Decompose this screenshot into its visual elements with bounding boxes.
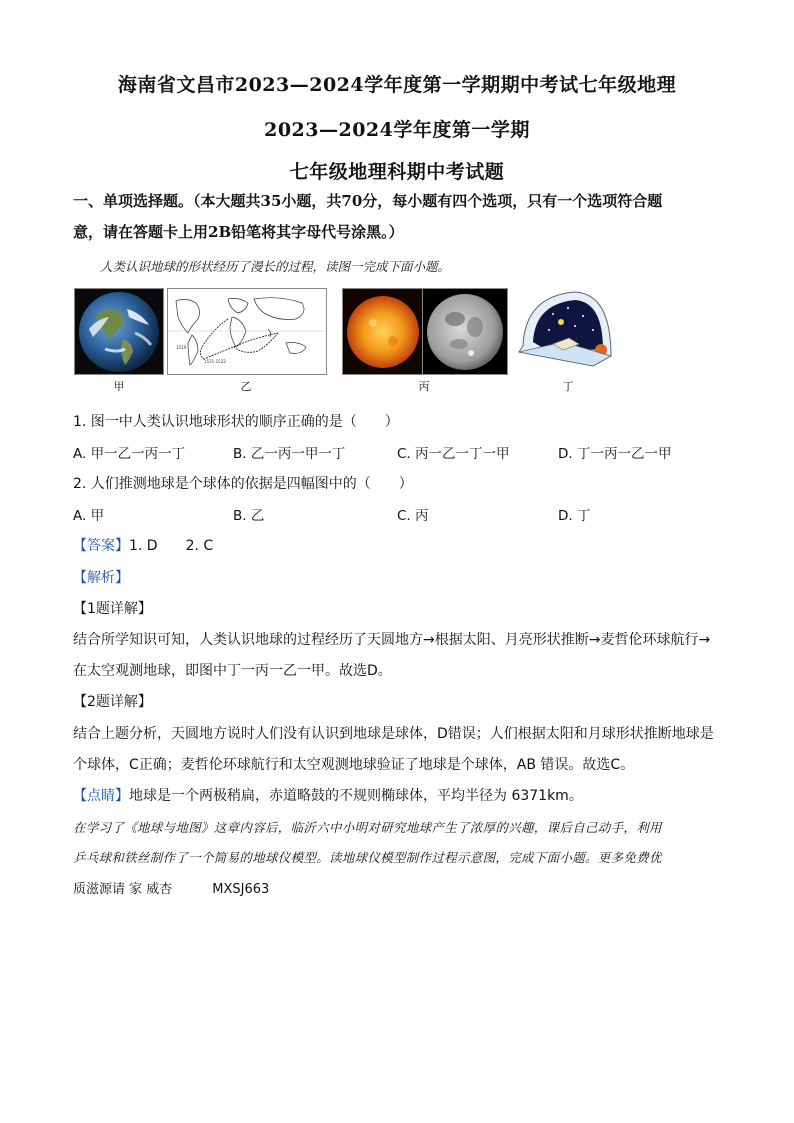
question-2-option-a[interactable]: A. 甲 xyxy=(73,508,105,524)
next-intro-line1: 在学习了《地球与地图》这章内容后，临沂六中小明对研究地球产生了浓厚的兴趣，课后自己动手，利用 xyxy=(73,820,662,835)
detail-1-line1: 结合所学知识可知，人类认识地球的过程经历了天圆地方→根据太阳、月亮形状推断→麦哲伦环球航行→ xyxy=(73,632,711,648)
svg-text:1519: 1519 xyxy=(176,345,187,350)
question-2-option-d[interactable]: D. 丁 xyxy=(558,508,591,524)
section-heading-line2: 意，请在答题卡上用2B铅笔将其字母代号涂黑。） xyxy=(73,223,404,241)
figure-bing-sun xyxy=(342,288,424,375)
question-1-option-c[interactable]: C. 丙一乙一丁一甲 xyxy=(397,446,510,462)
analysis-label: 【解析】 xyxy=(73,570,129,586)
question-2-option-b[interactable]: B. 乙 xyxy=(233,508,265,524)
detail-2-label: 【2题详解】 xyxy=(73,694,152,710)
detail-2-line1: 结合上题分析，天圆地方说时人们没有认识到地球是球体，D错误；人们根据太阳和月球形状推断地球是 xyxy=(73,726,714,742)
question-intro: 人类认识地球的形状经历了漫长的过程，读图一完成下面小题。 xyxy=(100,259,451,274)
tip-text: 地球是一个两极稍扁，赤道略鼓的不规则椭球体，平均半径为 6371km。 xyxy=(129,788,583,804)
tip-line xyxy=(73,785,583,805)
svg-text:1521-1522: 1521-1522 xyxy=(204,359,226,364)
figure-jia-earth xyxy=(74,288,164,375)
caption-yi: 乙 xyxy=(240,380,252,393)
tip-label: 【点睛】 xyxy=(73,788,129,804)
page-title: 海南省文昌市2023—2024学年度第一学期期中考试七年级地理 xyxy=(117,74,677,96)
section-heading-line1: 一、单项选择题。（本大题共35小题，共70分，每小题有四个选项，只有一个选项符合题 xyxy=(73,192,663,210)
answer-text: 1. D 2. C xyxy=(129,538,214,554)
next-intro-line3-a: 质滋源请 家 威杏 xyxy=(73,882,173,897)
question-1-option-d[interactable]: D. 丁一丙一乙一甲 xyxy=(558,446,672,462)
answer-label: 【答案】 xyxy=(73,538,129,554)
question-1-option-b[interactable]: B. 乙一丙一甲一丁 xyxy=(233,446,346,462)
question-1-option-a[interactable]: A. 甲一乙一丙一丁 xyxy=(73,446,186,462)
question-2-stem: 2. 人们推测地球是个球体的依据是四幅图中的（ ） xyxy=(73,476,413,492)
term-title: 2023—2024学年度第一学期 xyxy=(264,119,530,141)
detail-1-line2: 在太空观测地球，即图中丁一丙一乙一甲。故选D。 xyxy=(73,663,392,679)
exam-title: 七年级地理科期中考试题 xyxy=(289,161,505,183)
figure-ding-dome-sky xyxy=(513,286,613,374)
detail-2-line2: 个球体，C正确；麦哲伦环球航行和太空观测地球验证了地球是个球体，AB 错误。故选C。 xyxy=(73,757,635,773)
answer-line xyxy=(73,535,213,555)
next-intro-line3-b: MXSJ663 xyxy=(212,882,270,897)
next-intro-line2: 乒乓球和铁丝制作了一个简易的地球仪模型。读地球仪模型制作过程示意图，完成下面小题。更多免费优 xyxy=(73,850,662,865)
figure-yi-voyage-map xyxy=(167,288,327,375)
caption-jia: 甲 xyxy=(113,380,125,393)
figure-bing-moon xyxy=(422,288,508,375)
question-1-stem: 1. 图一中人类认识地球形状的顺序正确的是（ ） xyxy=(73,414,399,430)
next-intro-line3 xyxy=(73,878,269,897)
question-2-option-c[interactable]: C. 丙 xyxy=(397,508,429,524)
caption-ding: 丁 xyxy=(562,380,574,393)
caption-bing: 丙 xyxy=(418,380,430,393)
detail-1-label: 【1题详解】 xyxy=(73,601,152,617)
